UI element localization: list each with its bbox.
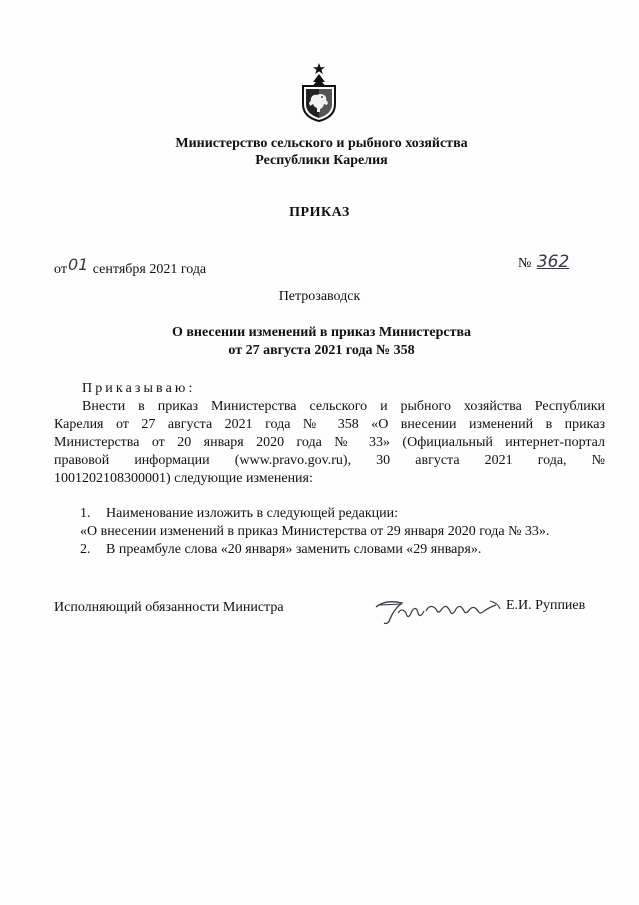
number-label: № (518, 256, 532, 271)
main-paragraph-line-4: правовой информации (www.pravo.gov.ru), 30 августа 2021 года, № (54, 453, 605, 468)
order-word: Приказываю: (82, 381, 196, 396)
main-paragraph-line-3: Министерства от 20 января 2020 года № 33» (Официальный интернет-портал (54, 435, 605, 450)
karelia-coat-of-arms-icon (298, 62, 340, 122)
document-title-line-2: от 27 августа 2021 года № 358 (228, 343, 415, 358)
list-item-number: 1. (80, 506, 91, 521)
date-day-handwritten: 01 (67, 255, 89, 274)
date-prefix: от (54, 262, 67, 277)
ministry-name-line-1: Министерство сельского и рыбного хозяйства (175, 136, 468, 151)
list-item-2 (80, 541, 481, 559)
document-title-line-1: О внесении изменений в приказ Министерства (171, 325, 472, 340)
main-paragraph-line-1 (54, 398, 605, 416)
signer-position: Исполняющий обязанности Министра (54, 600, 284, 615)
main-paragraph-line-5: 1001202108300001) следующие изменения: (54, 471, 313, 486)
signer-name: Е.И. Руппиев (506, 598, 586, 613)
date-rest: сентября 2021 года (92, 262, 207, 277)
ministry-name-line-2: Республики Карелия (255, 153, 388, 168)
paragraph-line-text: Внести в приказ Министерства сельского и рыбного хозяйства Республики (82, 399, 605, 414)
document-date (54, 255, 207, 278)
document-type-heading: ПРИКАЗ (289, 205, 350, 220)
main-paragraph-line-2: Карелия от 27 августа 2021 года № 358 «О внесении изменений в приказ (54, 417, 605, 432)
list-item-text: Наименование изложить в следующей редакции: (106, 506, 398, 521)
list-item-1-continuation: «О внесении изменений в приказ Министерства от 29 января 2020 года № 33». (80, 524, 550, 539)
list-item-number: 2. (80, 542, 91, 557)
handwritten-signature-icon (372, 593, 504, 629)
list-item-1 (80, 505, 398, 523)
document-number (518, 252, 569, 272)
list-item-text: В преамбуле слова «20 января» заменить словами «29 января». (106, 542, 482, 557)
city-name: Петрозаводск (278, 289, 361, 304)
number-value-handwritten: 362 (536, 252, 570, 272)
